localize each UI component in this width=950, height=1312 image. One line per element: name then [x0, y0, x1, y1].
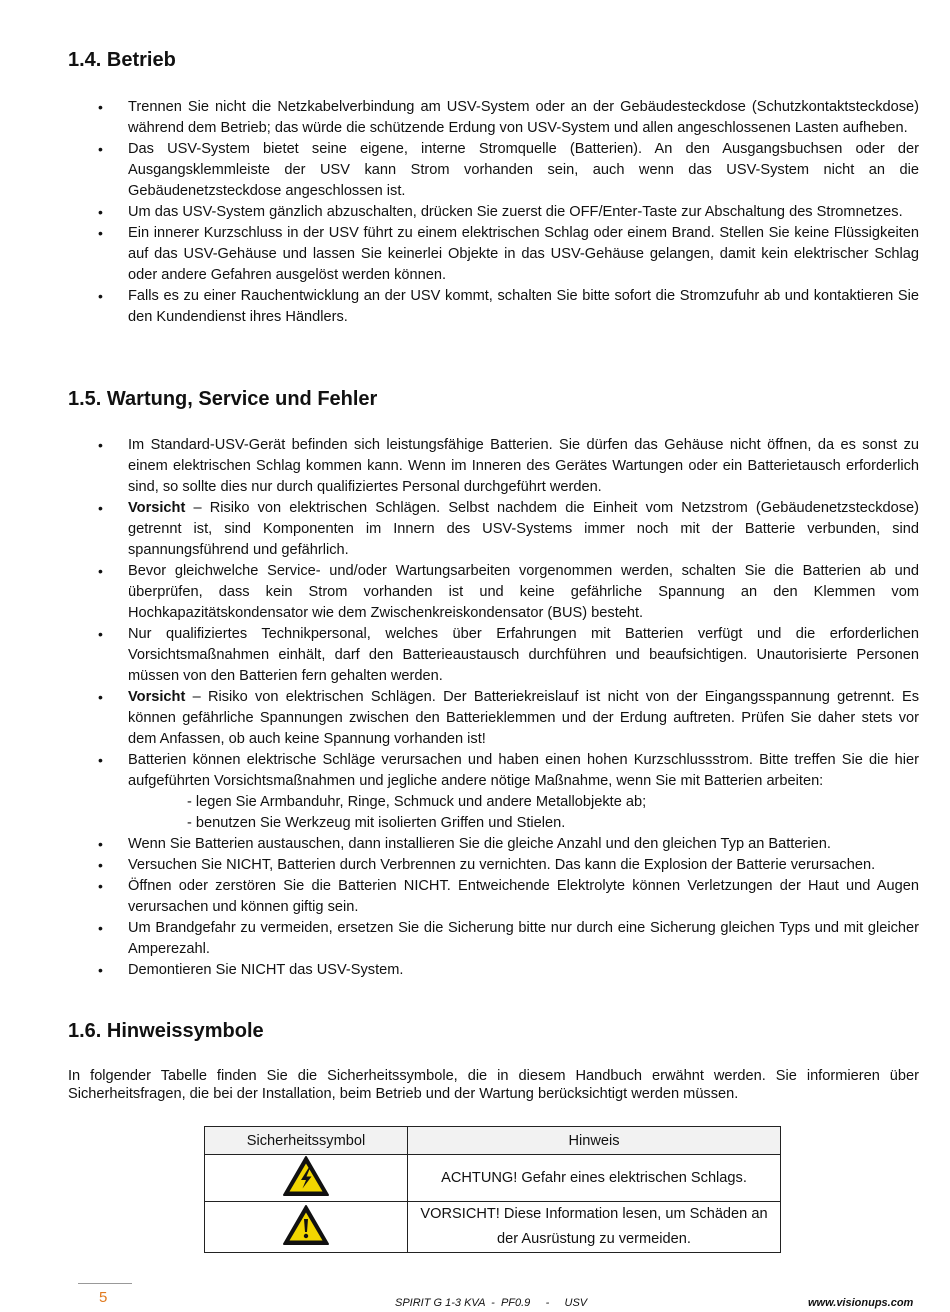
list-item: • Wenn Sie Batterien austauschen, dann installieren Sie die gleiche Anzahl und den gleichen Typ an Batterien. — [0, 834, 950, 855]
note-cell: VORSICHT! Diese Information lesen, um Schäden an der Ausrüstung zu vermeiden. — [408, 1202, 781, 1253]
list-item: • Batterien können elektrische Schläge verursachen und haben einen hohen Kurzschlussstrom. Bitte treffen Sie die hier aufgeführten Vorsichtsmaßnahmen und jegliche andere nötige Maßnahme, wenn Sie mit Batterien arbeiten: — [0, 750, 950, 792]
footer-website: www.visionups.com — [808, 1297, 914, 1309]
list-item: • Nur qualifiziertes Technikpersonal, welches über Erfahrungen mit Batterien verfügt und die erforderlichen Vorsichtsmaßnahmen einhält, darf den Batterieaustausch durchführen und beaufsichtigen. Unautorisierte Personen müssen von den Batterien fern gehalten werden. — [0, 624, 950, 687]
list-betrieb — [0, 97, 950, 328]
symbol-cell — [205, 1155, 408, 1202]
list-item: • Trennen Sie nicht die Netzkabelverbindung am USV-System oder an der Gebäudesteckdose (Schutzkontaktsteckdose) während dem Betrieb; das würde die schützende Erdung von USV-System und allen angeschlossenen Lasten aufheben. — [0, 97, 950, 139]
electric-shock-warning-icon — [282, 1155, 330, 1197]
caution-label: Vorsicht — [128, 689, 186, 705]
list-item: • Das USV-System bietet seine eigene, interne Stromquelle (Batterien). An den Ausgangsbuchsen oder der Ausgangsklemmleiste der USV kann Strom vorhanden sein, auch wenn das USV-System nicht an die Gebäudenetzsteckdose angeschlossen ist. — [0, 139, 950, 202]
symbols-intro: In folgender Tabelle finden Sie die Sicherheitssymbole, die in diesem Handbuch erwähnt werden. Sie informieren über Sicherheitsfragen, die bei der Installation, beim Betrieb und der Wartung berücksichtigt werden müssen. — [68, 1068, 919, 1102]
note-cell: ACHTUNG! Gefahr eines elektrischen Schlags. — [408, 1155, 781, 1202]
list-item: • Ein innerer Kurzschluss in der USV führt zu einem elektrischen Schlag oder einem Brand. Stellen Sie keine Flüssigkeiten auf das USV-Gehäuse und lassen Sie keinerlei Objekte in das USV-Gehäuse gelangen, damit kein elektrischer Schlag oder andere Gefahren ausgelöst werden können. — [0, 223, 950, 286]
list-item-text: – Risiko von elektrischen Schlägen. Selbst nachdem die Einheit vom Netzstrom (Gebäudenetzsteckdose) getrennt ist, sind Komponenten im Innern des USV-Systems immer noch mit der Batterie verbunden, sind spannungsführend und gefährlich. — [128, 500, 919, 558]
footer-divider — [78, 1283, 132, 1284]
safety-symbols-table — [204, 1126, 781, 1253]
symbol-cell — [205, 1202, 408, 1253]
caution-label: Vorsicht — [128, 500, 186, 516]
heading-wartung: 1.5. Wartung, Service und Fehler — [68, 388, 378, 410]
list-wartung — [0, 435, 950, 981]
sub-list-item: - legen Sie Armbanduhr, Ringe, Schmuck und andere Metallobjekte ab; — [187, 794, 647, 810]
list-item — [0, 498, 950, 561]
page-number: 5 — [99, 1289, 108, 1306]
list-item: • Um Brandgefahr zu vermeiden, ersetzen Sie die Sicherung bitte nur durch eine Sicherung gleichen Typs und mit gleicher Amperezahl. — [0, 918, 950, 960]
heading-hinweissymbole: 1.6. Hinweissymbole — [68, 1020, 264, 1042]
list-item: • Demontieren Sie NICHT das USV-System. — [0, 960, 950, 981]
heading-betrieb: 1.4. Betrieb — [68, 49, 176, 71]
list-item: • Falls es zu einer Rauchentwicklung an der USV kommt, schalten Sie bitte sofort die Stromzufuhr ab und kontaktieren Sie den Kundendienst ihres Händlers. — [0, 286, 950, 328]
list-item: • Im Standard-USV-Gerät befinden sich leistungsfähige Batterien. Sie dürfen das Gehäuse nicht öffnen, da es sonst zu einem elektrischen Schlag kommen kann. Wenn im Inneren des Gerätes Wartungen oder ein Batterietausch erforderlich sind, so sollte dies nur durch qualifiziertes Personal durchgeführt werden. — [0, 435, 950, 498]
table-row — [205, 1155, 781, 1202]
general-warning-icon — [282, 1204, 330, 1246]
column-header-note: Hinweis — [408, 1127, 781, 1155]
table-header-row — [205, 1127, 781, 1155]
list-item: • Bevor gleichwelche Service- und/oder Wartungsarbeiten vorgenommen werden, schalten Sie die Batterien ab und überprüfen, dass kein Strom vorhanden ist und keine gefährliche Spannung an den Klemmen vom Hochkapazitätskondensator wie dem Zwischenkreiskondensator (BUS) besteht. — [0, 561, 950, 624]
footer-product: SPIRIT G 1-3 KVA - PF0.9 - USV — [395, 1297, 588, 1309]
list-item: • Öffnen oder zerstören Sie die Batterien NICHT. Entweichende Elektrolyte können Verletzungen der Haut und Augen verursachen und können giftig sein. — [0, 876, 950, 918]
list-item: • Versuchen Sie NICHT, Batterien durch Verbrennen zu vernichten. Das kann die Explosion der Batterie verursachen. — [0, 855, 950, 876]
list-item-text: – Risiko von elektrischen Schlägen. Der Batteriekreislauf ist nicht von der Eingangsspannung getrennt. Es können gefährliche Spannungen zwischen den Batterieklemmen und der Erdung auftreten. Prüfen Sie daher stets vor dem Anfassen, ob auch keine Spannung vorhanden ist! — [128, 689, 919, 747]
table-row — [205, 1202, 781, 1253]
sub-list-item: - benutzen Sie Werkzeug mit isolierten Griffen und Stielen. — [187, 815, 566, 831]
list-item: • Um das USV-System gänzlich abzuschalten, drücken Sie zuerst die OFF/Enter-Taste zur Abschaltung des Stromnetzes. — [0, 202, 950, 223]
column-header-symbol: Sicherheitssymbol — [205, 1127, 408, 1155]
list-item — [0, 687, 950, 750]
